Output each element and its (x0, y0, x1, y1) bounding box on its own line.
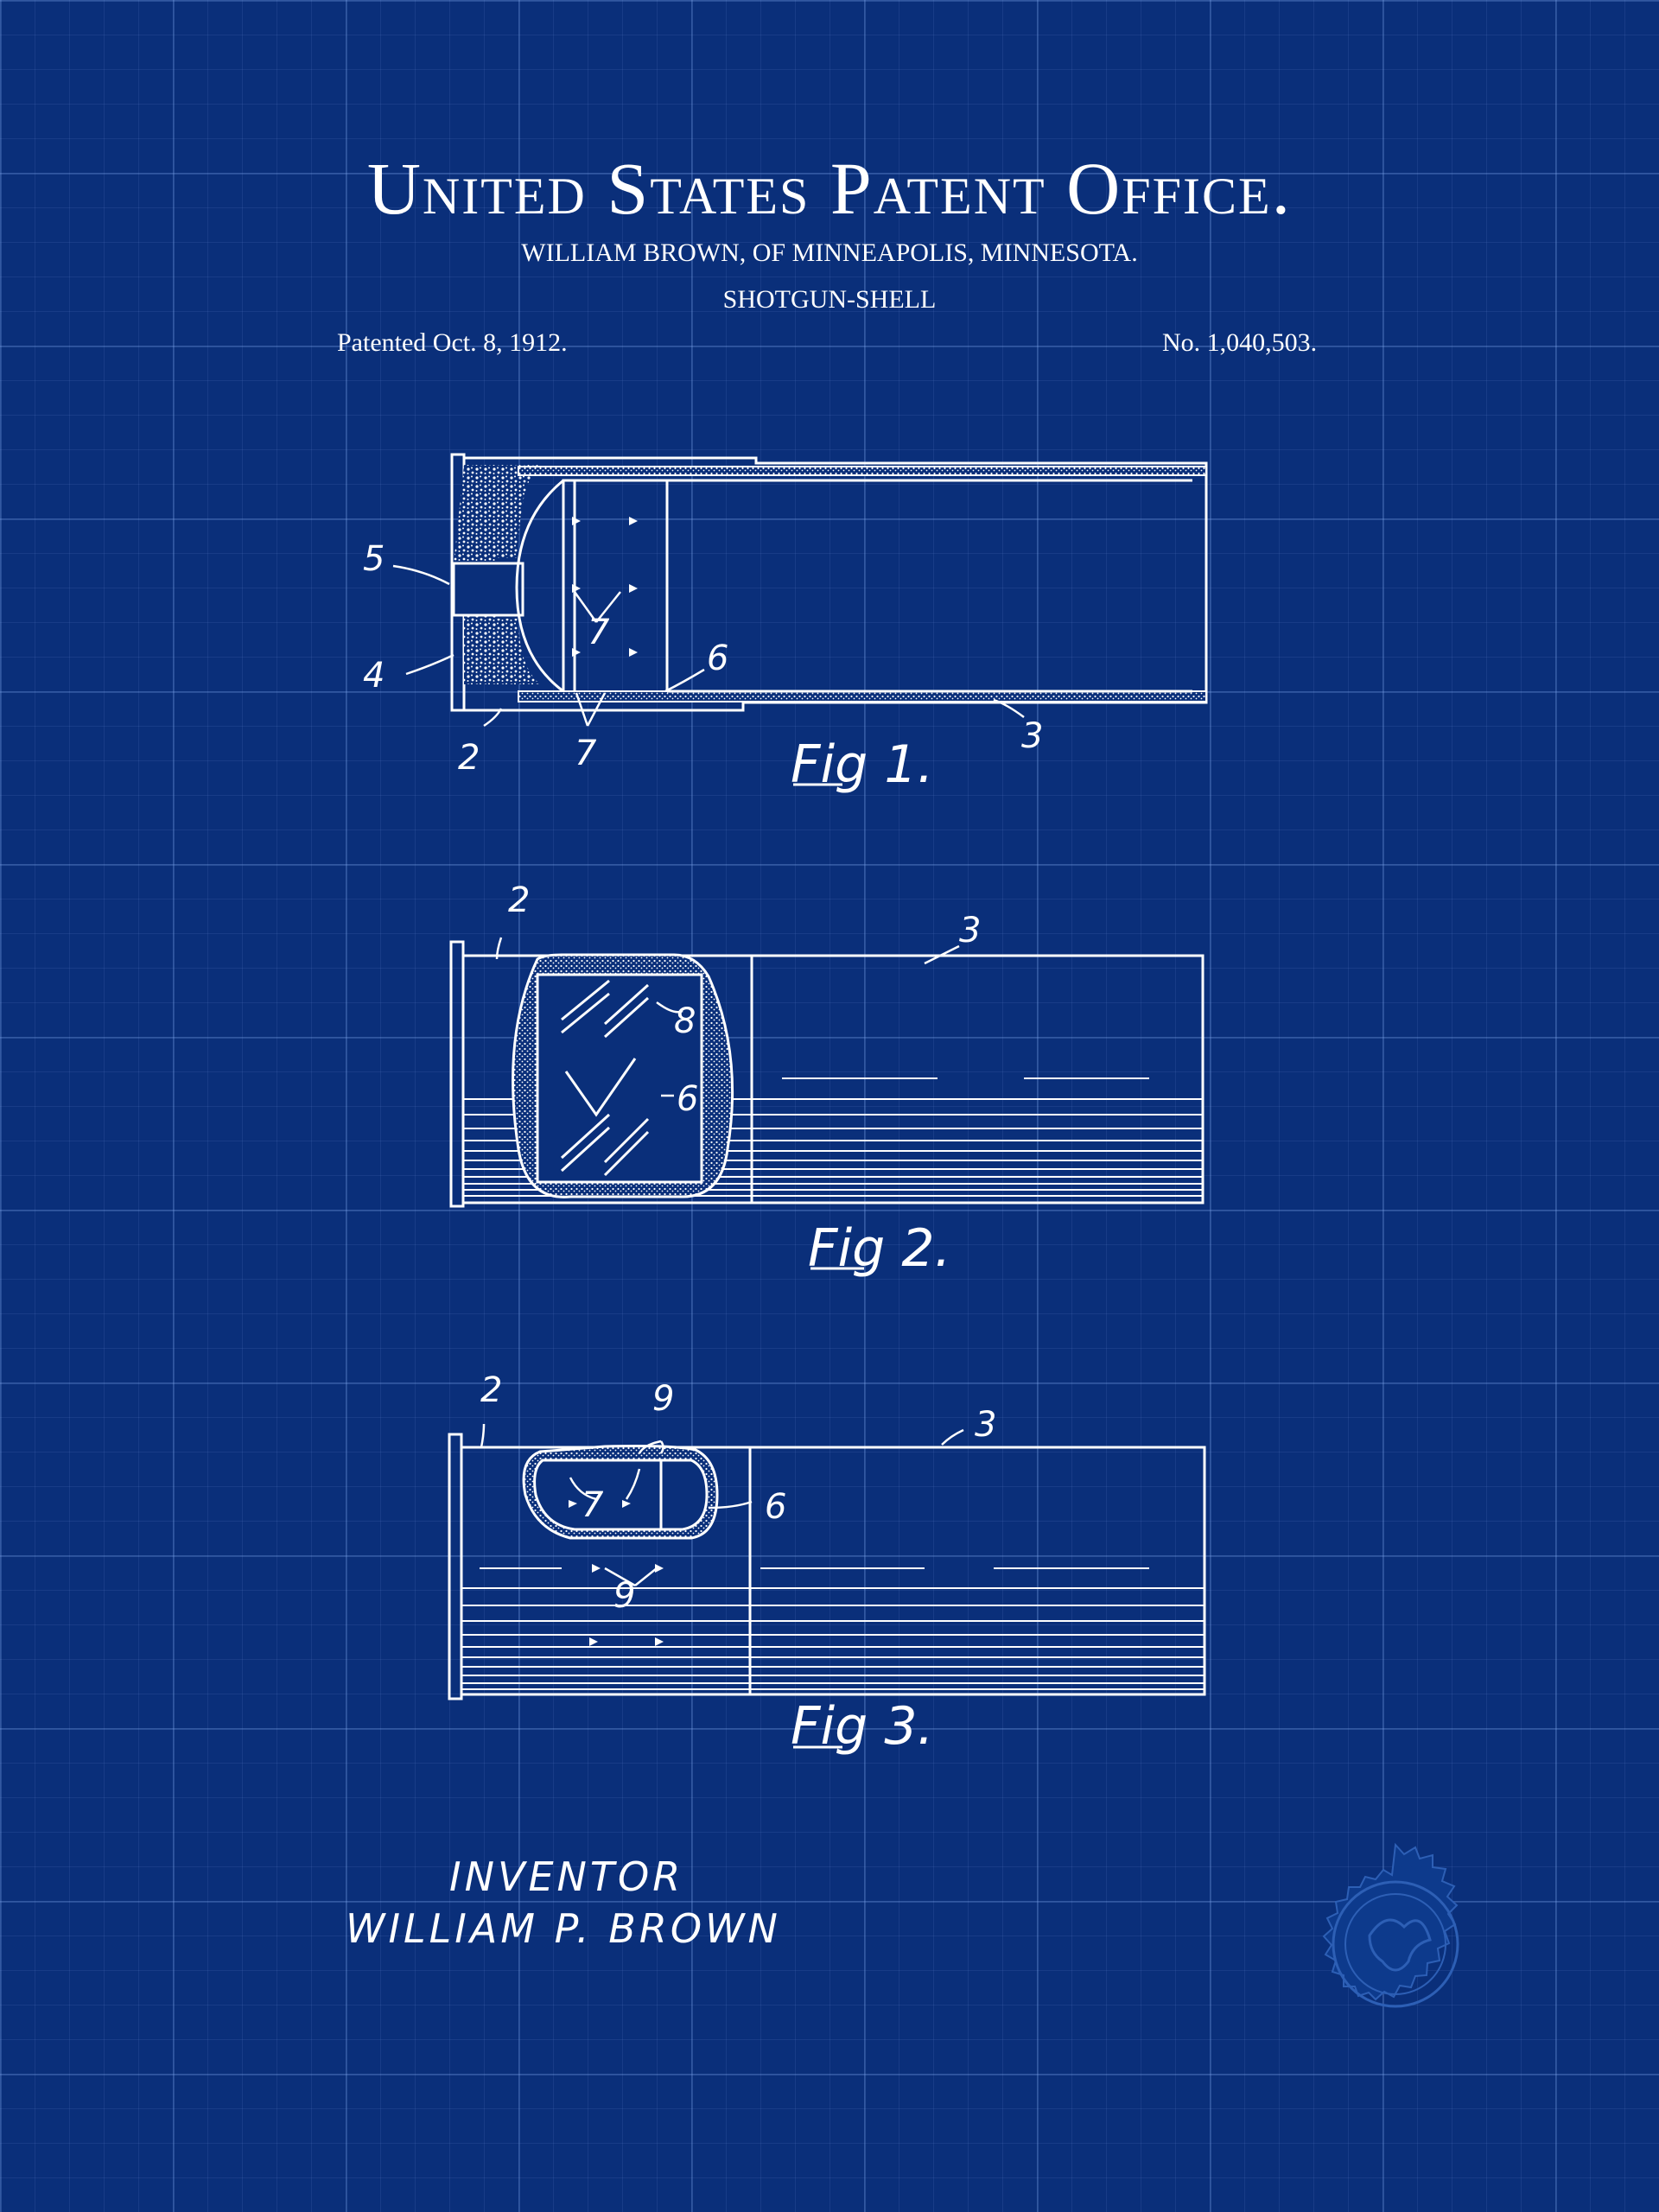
fig1-callout-6: 6 (707, 639, 729, 678)
fig3-rim (449, 1434, 461, 1699)
inventor-role: INVENTOR (449, 1853, 684, 1900)
inventor-line: WILLIAM BROWN, OF MINNEAPOLIS, MINNESOTA. (521, 238, 1138, 267)
fig3-callout-7: 7 (582, 1485, 604, 1525)
patent-date: Patented Oct. 8, 1912. (337, 328, 568, 357)
fig2-rim (451, 942, 463, 1206)
fig3-label: Fig 3. (791, 1696, 934, 1757)
fig1-callout-2: 2 (458, 738, 480, 778)
fig3-callout-3: 3 (975, 1405, 997, 1445)
fig2-callout-2: 2 (508, 880, 531, 920)
fig2-label: Fig 2. (808, 1218, 951, 1279)
fig3-callout-6: 6 (765, 1487, 787, 1527)
fig3-callout-9a: 9 (652, 1379, 675, 1419)
fig1-primer (454, 563, 523, 615)
fig1-slug (563, 480, 667, 693)
fig1-callout-7b: 7 (575, 734, 597, 773)
invention-name: SHOTGUN-SHELL (722, 285, 937, 314)
inventor-signature: WILLIAM P. BROWN (346, 1905, 781, 1952)
fig2-callout-3: 3 (959, 911, 982, 950)
fig1-callout-3: 3 (1021, 716, 1044, 756)
fig3-callout-9b: 9 (613, 1576, 636, 1616)
fig2-callout-8: 8 (674, 1001, 696, 1041)
fig1-powder-top (454, 465, 540, 564)
fig3-callout-2: 2 (480, 1370, 503, 1410)
page-title: United States Patent Office. (366, 147, 1293, 230)
patent-number: No. 1,040,503. (1162, 328, 1318, 357)
fig1-callout-4: 4 (363, 656, 385, 696)
fig1-label: Fig 1. (791, 734, 934, 795)
fig1-callout-5: 5 (363, 539, 385, 579)
fig1-callout-7a: 7 (588, 613, 610, 652)
patent-seal-icon (1324, 1845, 1458, 2006)
fig2-callout-6: 6 (677, 1079, 699, 1119)
